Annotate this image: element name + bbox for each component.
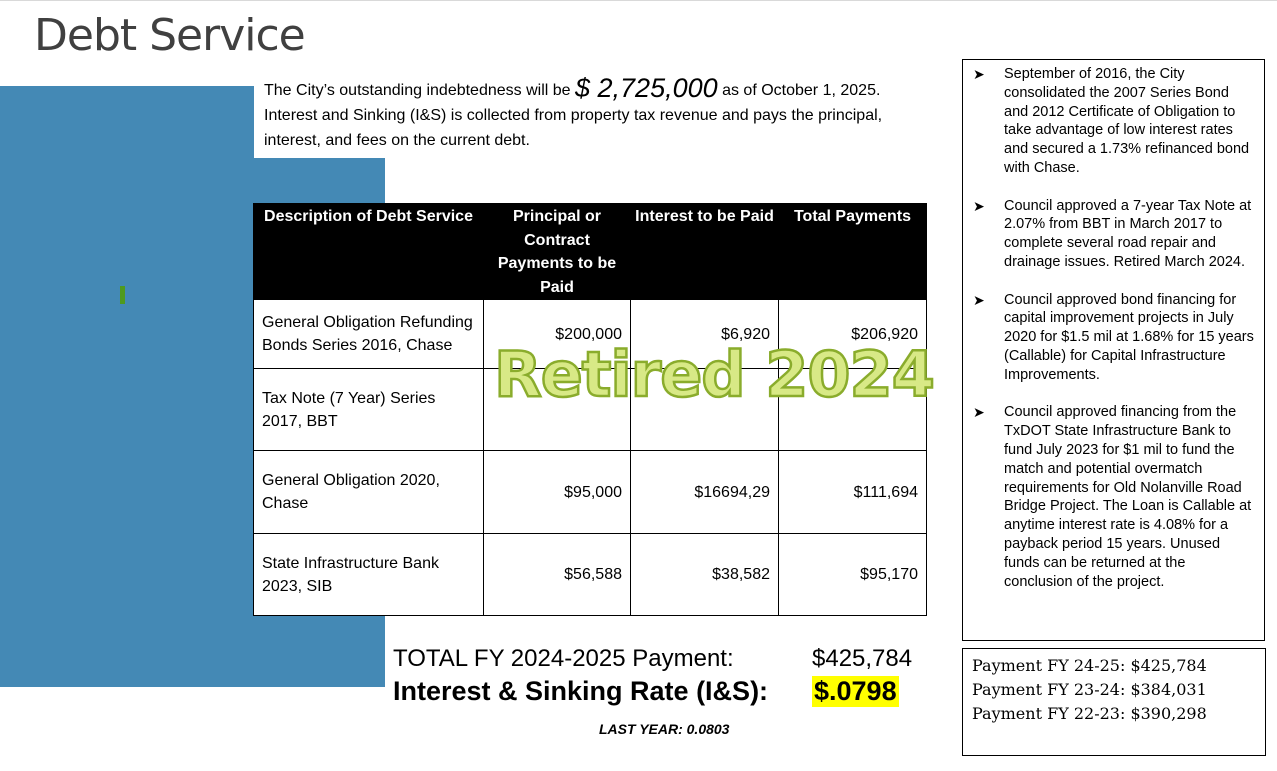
table-header-row	[254, 204, 927, 300]
column-header-total: Total Payments	[779, 204, 927, 300]
row-total: $95,170	[779, 534, 927, 616]
notes-box	[962, 59, 1265, 641]
note-item	[963, 291, 1254, 385]
is-rate-value: $.0798	[814, 676, 897, 706]
intro-paragraph	[264, 73, 914, 153]
intro-text-end: as of October 1, 2025. Interest and Sinking (I&S) is collected from property tax revenue and pays the principal, interest, and fees on the current debt.	[264, 82, 883, 149]
row-interest: $38,582	[631, 534, 779, 616]
green-mark	[120, 286, 125, 304]
note-item	[963, 65, 1254, 178]
note-text: Council approved bond financing for capital improvement projects in July 2020 for $1.5 mil at 1.68% for 15 years (Callable) for Capital Infrastructure Improvements.	[1004, 291, 1254, 383]
total-payment-value: $425,784	[812, 645, 913, 672]
retired-overlay-cell	[484, 338, 934, 451]
is-rate-row	[393, 676, 923, 710]
row-principal: $95,000	[484, 451, 631, 534]
arrow-bullet-icon: ➤	[973, 197, 985, 214]
table-row-retired	[254, 369, 927, 451]
row-interest: $16694,29	[631, 451, 779, 534]
total-payment-row	[393, 645, 923, 676]
row-interest: $6,920	[631, 300, 779, 369]
note-text: Council approved financing from the TxDOT State Infrastructure Bank to fund July 2023 for $1 mil to fund the match and potential overmatch requirements for Old Nolanville Road Bridge Project. The Loan is Callable at anytime interest rate is 4.08% for a payback period 15 years. Unused funds can be returned at the conclusion of the project.	[1004, 404, 1252, 590]
column-header-description: Description of Debt Service	[254, 204, 484, 300]
total-payment-label: TOTAL FY 2024-2025 Payment:	[393, 645, 734, 672]
retired-stamp: Retired 2024	[494, 338, 934, 411]
top-divider	[0, 0, 1277, 1]
payment-history-box	[962, 648, 1266, 756]
arrow-bullet-icon: ➤	[973, 291, 985, 308]
note-text: September of 2016, the City consolidated the 2007 Series Bond and 2012 Certificate of Obligation to take advantage of low interest rates and secured a 1.73% refinanced bond with Chase.	[1004, 66, 1250, 176]
arrow-bullet-icon: ➤	[973, 66, 985, 82]
table-row	[254, 534, 927, 616]
row-total: $206,920	[779, 300, 927, 369]
column-header-principal: Principal or Contract Payments to be Paid	[484, 204, 631, 300]
intro-text-start: The City’s outstanding indebtedness will be	[264, 82, 575, 99]
row-description: Tax Note (7 Year) Series 2017, BBT	[254, 369, 484, 451]
payment-line: Payment FY 24-25: $425,784	[972, 656, 1207, 675]
row-principal: $200,000	[484, 300, 631, 369]
debt-service-table	[253, 203, 934, 616]
payment-line: Payment FY 23-24: $384,031	[972, 680, 1207, 699]
row-total: $111,694	[779, 451, 927, 534]
is-rate-label: Interest & Sinking Rate (I&S):	[393, 676, 769, 706]
note-item	[963, 197, 1254, 272]
page-title: Debt Service	[34, 10, 305, 61]
column-header-interest: Interest to be Paid	[631, 204, 779, 300]
totals-block	[393, 645, 923, 710]
last-year-rate: LAST YEAR: 0.0803	[599, 721, 730, 737]
row-description: General Obligation 2020, Chase	[254, 451, 484, 534]
note-text: Council approved a 7-year Tax Note at 2.07% from BBT in March 2017 to complete several road repair and drainage issues. Retired March 2024.	[1004, 197, 1252, 270]
arrow-bullet-icon: ➤	[973, 404, 985, 421]
note-item	[963, 403, 1254, 591]
payment-line: Payment FY 22-23: $390,298	[972, 704, 1207, 723]
outstanding-amount: $ 2,725,000	[575, 73, 718, 103]
row-description: State Infrastructure Bank 2023, SIB	[254, 534, 484, 616]
row-description: General Obligation Refunding Bonds Series 2016, Chase	[254, 300, 484, 369]
side-panel-decoration	[0, 86, 254, 687]
row-principal: $56,588	[484, 534, 631, 616]
table-row	[254, 451, 927, 534]
